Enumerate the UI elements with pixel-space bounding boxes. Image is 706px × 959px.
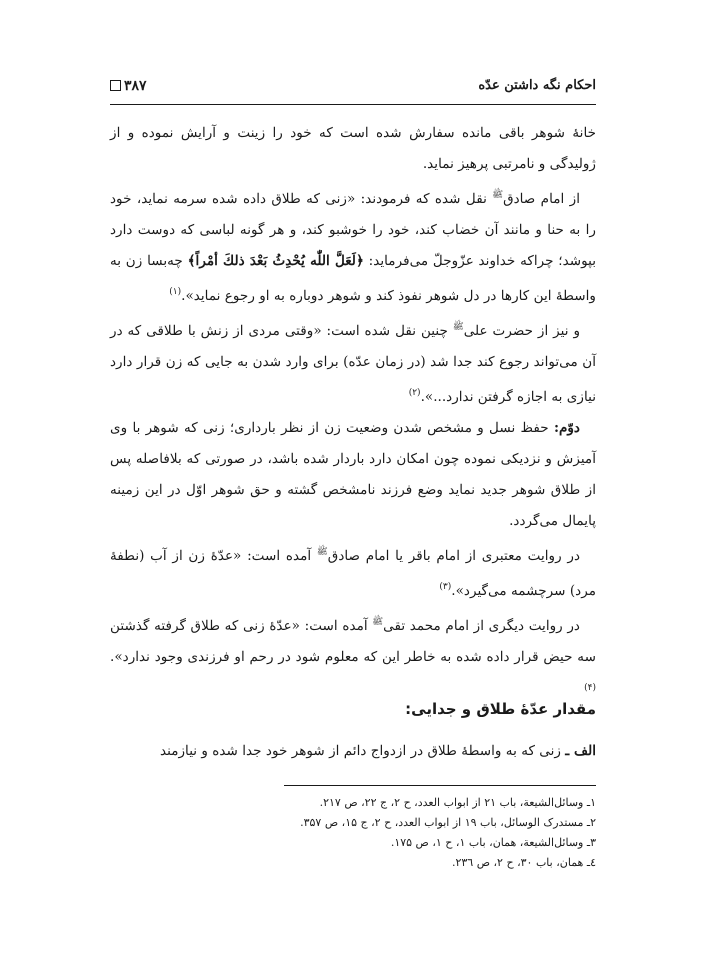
page-number: [110, 78, 147, 94]
salutation-icon: ﷺ: [492, 190, 504, 200]
page-header: [110, 78, 596, 100]
body-text: [110, 118, 596, 708]
footnote-ref[interactable]: (۳): [439, 582, 452, 592]
header-rule: [110, 104, 596, 105]
quran-verse: ﴿لَعَلَّ اللّٰه يُحْدِثُ بَعْدَ ذلكَ أمْراً﴾: [187, 253, 364, 269]
paragraph-7: الف ـ زنی که به واسطهٔ طلاق در ازدواج دائم از شوهر خود جدا شده و نیازمند: [159, 743, 596, 759]
footnote-ref[interactable]: (۴): [584, 683, 596, 693]
paragraph-lead: دوّم:: [553, 420, 580, 436]
salutation-icon: ﷺ: [452, 322, 464, 332]
paragraph-5: در روایت معتبری از امام باقر یا امام صادق$^ﷺ$ آمده است: «عدّهٔ زن از آب (نطفهٔ مرد) سرچشمه می‌گیرد».$^{(۳)}$: [110, 547, 596, 599]
running-title: احکام نگه داشتن عدّه: [478, 78, 596, 93]
footnotes: [256, 793, 596, 873]
paragraph-2: از امام صادق$^ﷺ$ نقل شده که فرمودند: «زنی که طلاق داده شده سرمه نماید، خود را به حنا و مانند آن خضاب کند، خود را خوشبو کند، و هر گونه لباسی که دوست دارد بپوشد؛ چراکه خداوند عزّوجلّ می‌فرماید: ﴿لَعَلَّ اللّٰه يُحْدِثُ بَعْدَ ذلكَ أمْراً﴾ چه‌بسا زن به واسطهٔ این کارها در دل شوهر نفوذ کند و شوهر دوباره به او رجوع نماید».$^{(۱)}$: [110, 190, 597, 304]
footnote-ref[interactable]: (۲): [408, 388, 421, 398]
salutation-icon: ﷺ: [372, 617, 384, 627]
salutation-icon: ﷺ: [316, 547, 328, 557]
section-heading: مقدار عدّهٔ طلاق و جدایی:: [405, 700, 596, 718]
footnote-item: ٤ـ همان، باب ۳۰، ح ۲، ص ۲۳٦.: [451, 856, 596, 869]
page-number-text: ۳۸۷: [124, 78, 147, 94]
paragraph-4: دوّم: حفظ نسل و مشخص شدن وضعیت زن از نظر بارداری؛ زنی که شوهر با وی آمیزش و نزدیکی نموده چون امکان دارد باردار شده باشد، در صورتی که بلافاصله پس از طلاق شوهر جدید نماید وضع فرزند نامشخص گشته و حق شوهر اوّل در این زمینه پایمال می‌گردد.: [110, 420, 596, 529]
paragraph-lead: الف ـ: [565, 743, 596, 759]
square-icon: [110, 80, 121, 91]
footnote-item: ۲ـ مستدرک الوسائل، باب ۱۹ از ابواب العدد، ح ۲، ج ۱۵، ص ۳۵۷.: [300, 816, 596, 829]
paragraph-1: خانهٔ شوهر باقی مانده سفارش شده است که خود را زینت و آرایش نموده و از ژولیدگی و نامرتبی پرهیز نماید.: [110, 125, 596, 172]
footnote-rule: [284, 785, 596, 786]
footnote-item: ۳ـ وسائل‌الشیعة، همان، باب ۱، ح ۱، ص ۱۷۵.: [390, 836, 596, 849]
paragraph-3: و نیز از حضرت علی$^ﷺ$ چنین نقل شده است: «وقتی مردی از زنش با طلاقی که در آن می‌تواند رجوع کند جدا شد (در زمان عدّه) برای وارد شدن به جایی که زن قرار دارد نیازی به اجازه گرفتن ندارد...».$^{(۲)}$: [110, 322, 596, 405]
paragraph-6: در روایت دیگری از امام محمد تقی$^ﷺ$ آمده است: «عدّهٔ زنی که طلاق گرفته گذشتن سه حیض قرار داده شده به خاطر این که معلوم شود در رحم او فرزندی وجود ندارد».$^{(۴)}$: [110, 617, 596, 693]
footnote-ref[interactable]: (۱): [169, 287, 182, 297]
footnote-item: ۱ـ وسائل‌الشیعة، باب ۲۱ از ابواب العدد، ح ۲، ج ۲۲، ص ۲۱۷.: [319, 796, 596, 809]
